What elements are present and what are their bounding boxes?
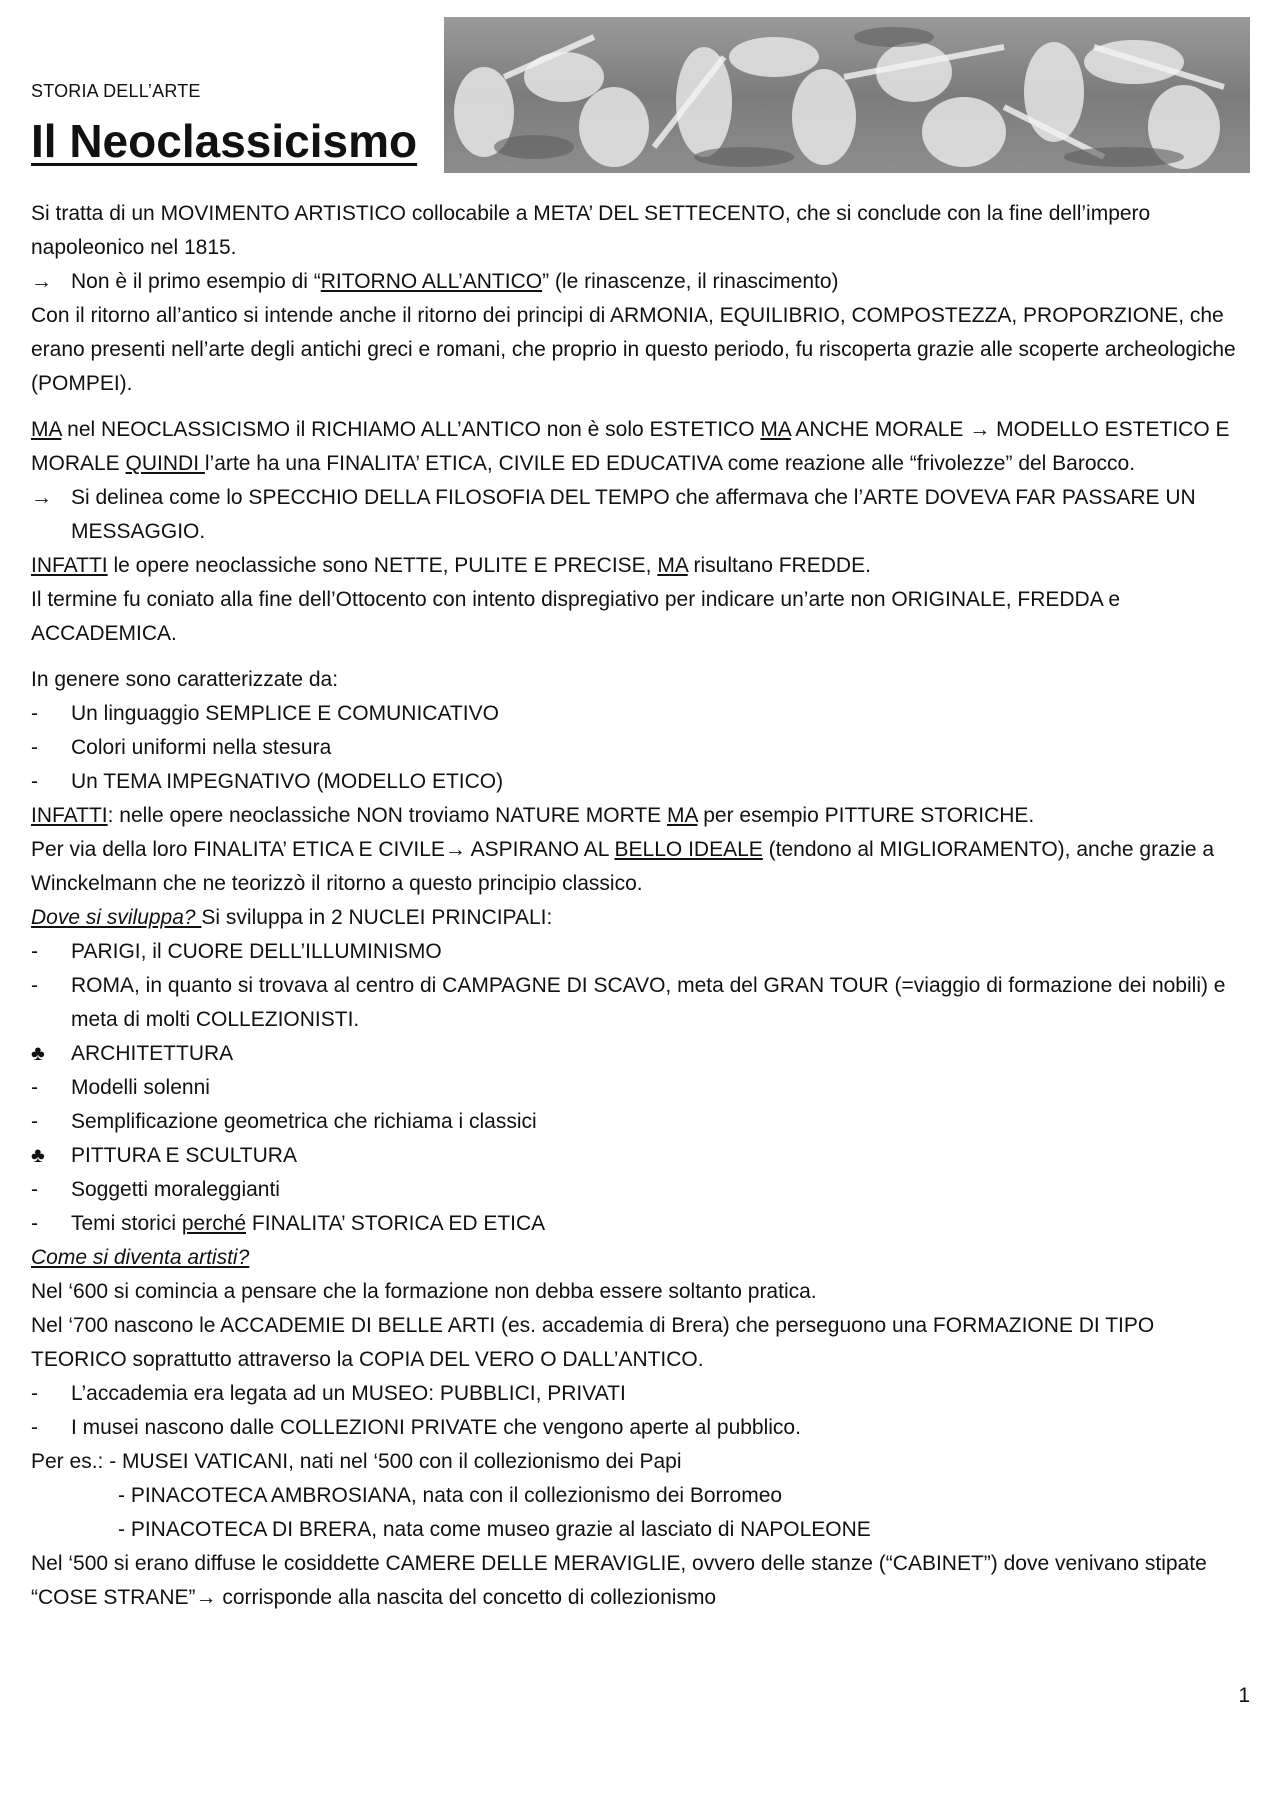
list-item: - ROMA, in quanto si trovava al centro di CAMPAGNE DI SCAVO, meta del GRAN TOUR (=viaggio di formazione dei nobili) e meta di molti COLLEZIONISTI. [31,969,1251,1037]
paragraph-example-brera: - PINACOTECA DI BRERA, nata come museo grazie al lasciato di NAPOLEONE [118,1518,871,1541]
arrow-icon: → [31,270,52,293]
club-item: ♣ ARCHITETTURA [31,1037,1251,1071]
paragraph-nature-morte: INFATTI: nelle opere neoclassiche NON troviamo NATURE MORTE MA per esempio PITTURE STORICHE. [31,804,1035,827]
arrow-icon: → [31,486,52,509]
paragraph-bello-ideale: Per via della loro FINALITA’ ETICA E CIVILE→ ASPIRANO AL BELLO IDEALE (tendono al MIGLIORAMENTO), anche grazie a Winckelmann che ne teorizzò il ritorno a questo principio classico. [31,838,1215,895]
list-item: - Modelli solenni [31,1071,1251,1105]
paragraph-700: Nel ‘700 nascono le ACCADEMIE DI BELLE ARTI (es. accademia di Brera) che perseguono una FORMAZIONE DI TIPO TEORICO soprattutto attraverso la COPIA DEL VERO O DALL’ANTICO. [31,1314,1155,1371]
paragraph-infatti: INFATTI le opere neoclassiche sono NETTE, PULITE E PRECISE, MA risultano FREDDE. [31,554,871,577]
club-icon: ♣ [31,1144,45,1167]
list-item: - Soggetti moraleggianti [31,1173,1251,1207]
paragraph-examples: Per es.: - MUSEI VATICANI, nati nel ‘500 con il collezionismo dei Papi [31,1450,682,1473]
paragraph-artisti-heading: Come si diventa artisti? [31,1246,250,1269]
list-item: - L’accademia era legata ad un MUSEO: PUBBLICI, PRIVATI [31,1377,1251,1411]
paragraph-moral: MA nel NEOCLASSICISMO il RICHIAMO ALL’ANTICO non è solo ESTETICO MA ANCHE MORALE → MODELLO ESTETICO E MORALE QUINDI l’arte ha una FINALITA’ ETICA, CIVILE ED EDUCATIVA come reazione alle “frivolezze” del Barocco. [31,418,1230,475]
arrow-item [31,265,1251,299]
paragraph-dove: Dove si sviluppa? Si sviluppa in 2 NUCLEI PRINCIPALI: [31,906,553,929]
dash-icon: - [31,1076,38,1099]
club-icon: ♣ [31,1042,45,1065]
dash-icon: - [31,770,38,793]
dash-icon: - [31,940,38,963]
paragraph-intro: Si tratta di un MOVIMENTO ARTISTICO collocabile a META’ DEL SETTECENTO, che si conclude con la fine dell’impero napoleonico nel 1815. [31,202,1151,259]
page-number: 1 [1238,1684,1250,1707]
list-item: - Un linguaggio SEMPLICE E COMUNICATIVO [31,697,1251,731]
paragraph-term: Il termine fu coniato alla fine dell’Ottocento con intento dispregiativo per indicare un’arte non ORIGINALE, FREDDA e ACCADEMICA. [31,588,1121,645]
arrow-item [31,481,1251,549]
paragraph-principles: Con il ritorno all’antico si intende anche il ritorno dei principi di ARMONIA, EQUILIBRIO, COMPOSTEZZA, PROPORZIONE, che erano presenti nell’arte degli antichi greci e romani, che proprio in questo periodo, fu riscoperta grazie alle scoperte archeologiche (POMPEI). [31,304,1236,395]
subject-label: STORIA DELL’ARTE [31,81,201,101]
marble-relief-image [444,17,1250,173]
dash-icon: - [31,702,38,725]
list-item: - PARIGI, il CUORE DELL’ILLUMINISMO [31,935,1251,969]
dash-icon: - [31,1416,38,1439]
arrow-item-text: Non è il primo esempio di “RITORNO ALL’ANTICO” (le rinascenze, il rinascimento) [71,270,839,293]
list-item: - I musei nascono dalle COLLEZIONI PRIVATE che vengono aperte al pubblico. [31,1411,1251,1445]
paragraph-example-ambrosiana: - PINACOTECA AMBROSIANA, nata con il collezionismo dei Borromeo [118,1484,783,1507]
list-item: - Colori uniformi nella stesura [31,731,1251,765]
club-item: ♣ PITTURA E SCULTURA [31,1139,1251,1173]
dash-icon: - [31,1178,38,1201]
arrow-item-text: Si delinea come lo SPECCHIO DELLA FILOSOFIA DEL TEMPO che affermava che l’ARTE DOVEVA FAR PASSARE UN MESSAGGIO. [71,486,1196,543]
dash-icon: - [31,1212,38,1235]
paragraph-characteristics: In genere sono caratterizzate da: [31,668,339,691]
list-item: - Temi storici perché FINALITA’ STORICA ED ETICA [31,1207,1251,1241]
document-body [31,197,1251,1615]
paragraph-meraviglie: Nel ‘500 si erano diffuse le cosiddette CAMERE DELLE MERAVIGLIE, ovvero delle stanze (“CABINET”) dove venivano stipate “COSE STRANE”→ corrisponde alla nascita del concetto di collezionismo [31,1552,1207,1609]
paragraph-600: Nel ‘600 si comincia a pensare che la formazione non debba essere soltanto pratica. [31,1280,817,1303]
list-item: - Semplificazione geometrica che richiama i classici [31,1105,1251,1139]
page-title: Il Neoclassicismo [31,115,418,167]
list-item: - Un TEMA IMPEGNATIVO (MODELLO ETICO) [31,765,1251,799]
dash-icon: - [31,736,38,759]
dash-icon: - [31,974,38,997]
dash-icon: - [31,1110,38,1133]
dash-icon: - [31,1382,38,1405]
